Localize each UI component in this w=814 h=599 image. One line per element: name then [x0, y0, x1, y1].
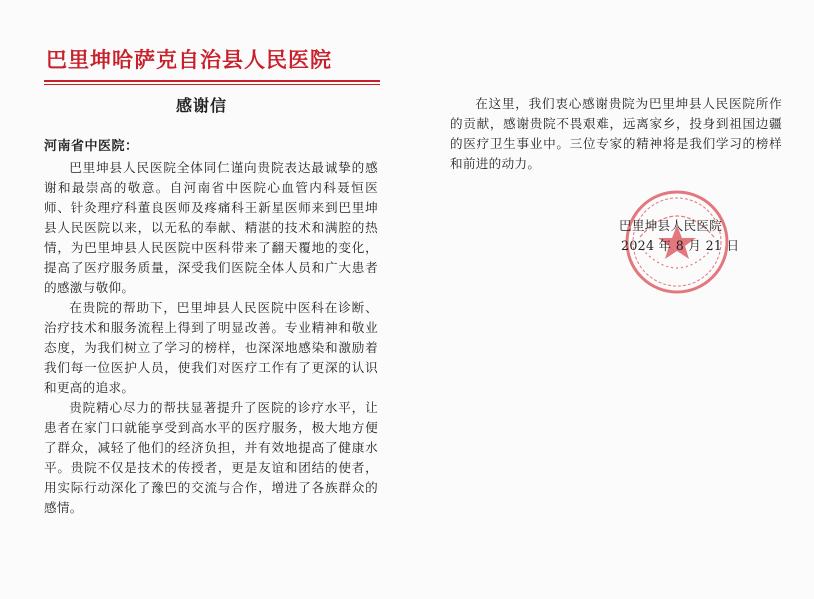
paragraph-2: 在贵院的帮助下，巴里坤县人民医院中医科在诊断、治疗技术和服务流程上得到了明显改善。专业精神和敬业态度，为我们树立了学习的榜样，也深深地感染和激励着我们每一位医护人员，使我们对医疗工作有了更深的认识和更高的追求。	[44, 300, 378, 395]
salutation: 河南省中医院：	[44, 139, 139, 154]
paragraph-4: 在这里，我们衷心感谢贵院为巴里坤县人民医院所作的贡献，感谢贵院不畏艰难，远离家乡，投身到祖国边疆的医疗卫生事业中。三位专家的精神将是我们学习的榜样和前进的动力。	[450, 96, 782, 171]
letter-title: 感谢信	[176, 96, 228, 115]
letter-body-left	[44, 158, 378, 518]
signature-date: 2024 年 8 月 21 日	[621, 238, 740, 253]
letterhead-rule	[44, 80, 380, 82]
paragraph-1: 巴里坤县人民医院全体同仁谨向贵院表达最诚挚的感谢和最崇高的敬意。自河南省中医院心血管内科聂恒医师、针灸理疗科董良医师及疼痛科王新星医师来到巴里坤县人民医院以来，以无私的奉献、精湛的技术和满腔的热情，为巴里坤县人民医院中医科带来了翻天覆地的变化，提高了医疗服务质量，深受我们医院全体人员和广大患者的感激与敬仰。	[44, 160, 378, 295]
letterhead-rule-thin	[44, 84, 380, 85]
letterhead-hospital-name: 巴里坤哈萨克自治县人民医院	[46, 47, 332, 72]
paragraph-3: 贵院精心尽力的帮扶显著提升了医院的诊疗水平，让患者在家门口就能享受到高水平的医疗服务，极大地方便了群众，减轻了他们的经济负担，并有效地提高了健康水平。贵院不仅是技术的传授者，更是友谊和团结的使者，用实际行动深化了豫巴的交流与合作，增进了各族群众的感情。	[44, 400, 378, 515]
letter-body-right	[450, 94, 782, 174]
signature-block	[619, 216, 739, 256]
signature-hospital: 巴里坤县人民医院	[619, 218, 723, 233]
